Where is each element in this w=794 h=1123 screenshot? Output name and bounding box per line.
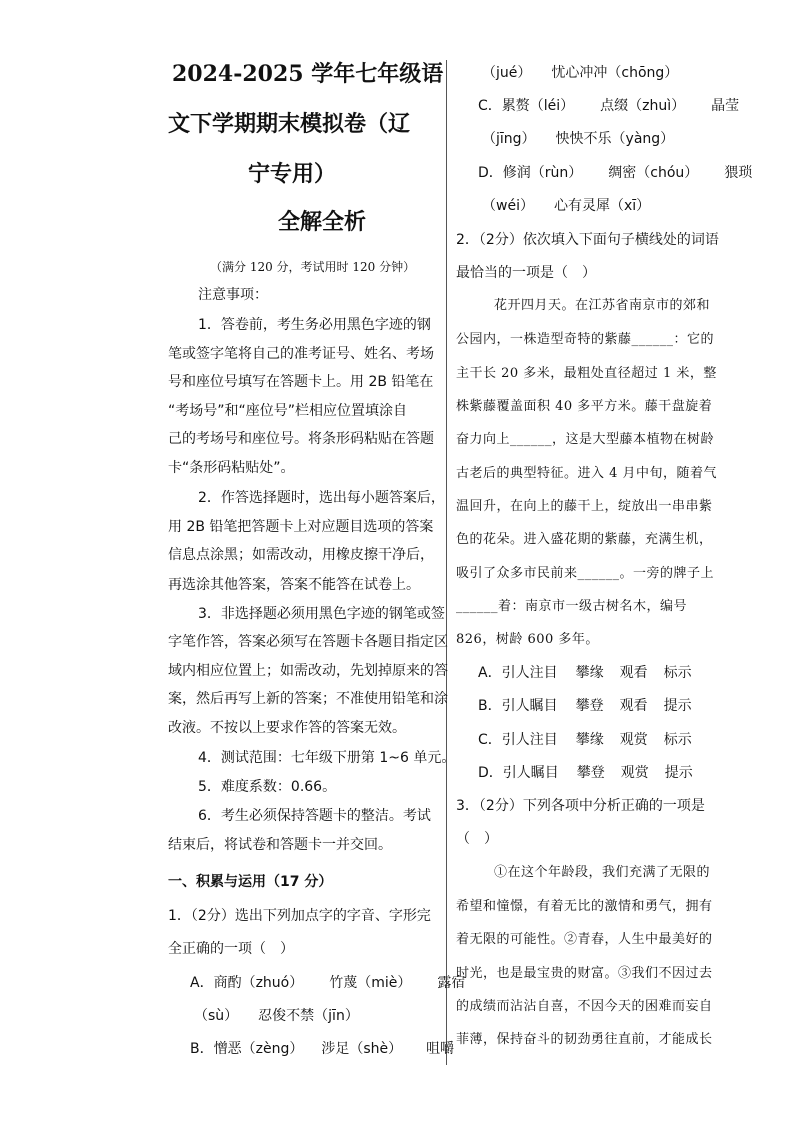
q1-option-c-cont bbox=[482, 130, 674, 148]
q1-stem: 1．（2分）选出下列加点字的字音、字形完 bbox=[168, 908, 431, 924]
notes-line: 笔或签字笔将自己的准考证号、姓名、考场 bbox=[168, 346, 434, 362]
notes-line: 改液。不按以上要求作答的答案无效。 bbox=[168, 720, 406, 736]
notes-line: 结束后，将试卷和答题卡一并交回。 bbox=[168, 837, 392, 853]
notes-line: 案，然后再写上新的答案；不准使用铅笔和涂 bbox=[168, 691, 448, 707]
option-text: 攀缘 bbox=[575, 732, 604, 748]
q1-option-d-cont bbox=[482, 197, 650, 215]
option-text: 竹蔑（miè） bbox=[329, 975, 412, 991]
notes-line: 卡“条形码粘贴处”。 bbox=[168, 460, 295, 476]
notes-line: 3．非选择题必须用黑色字迹的钢笔或签 bbox=[198, 606, 445, 622]
option-text: 心有灵犀（xī） bbox=[553, 198, 651, 214]
q2-stem: 2．（2分）依次填入下面句子横线处的词语 bbox=[456, 232, 719, 248]
option-text: 猥琐 bbox=[724, 165, 753, 181]
q2-passage-line: 古老后的典型特征。进入 4 月中旬，随着气 bbox=[456, 466, 718, 481]
option-text: 攀缘 bbox=[575, 665, 604, 681]
option-text: D．引人瞩目 bbox=[478, 765, 559, 781]
notes-line: 信息点涂黑；如需改动，用橡皮擦干净后， bbox=[168, 547, 434, 563]
notes-line: 字笔作答，答案必须写在答题卡各题目指定区 bbox=[168, 634, 448, 650]
option-text: 观看 bbox=[619, 698, 648, 714]
q1-option-b bbox=[190, 1040, 454, 1058]
option-text: C．累赘（léi） bbox=[478, 98, 575, 114]
notes-line: “考场号”和“座位号”栏相应位置填涂自 bbox=[168, 403, 408, 419]
notes-line: 域内相应位置上；如需改动，先划掉原来的答 bbox=[168, 663, 448, 679]
q2-passage-line: 色的花朵。进入盛花期的紫藤，充满生机， bbox=[456, 532, 713, 547]
q2-passage-line: 公园内，一株造型奇特的紫藤______：它的 bbox=[456, 332, 715, 347]
q3-passage-line: 希望和憧憬，有着无比的激情和勇气，拥有 bbox=[456, 899, 713, 914]
section-heading: 一、积累与运用（17 分） bbox=[168, 874, 333, 890]
notes-line: 再选涂其他答案，答案不能答在试卷上。 bbox=[168, 577, 420, 593]
q3-stem: 3．（2分）下列各项中分析正确的一项是 bbox=[456, 798, 705, 814]
doc-title-line2: 文下学期期末模拟卷（辽 bbox=[168, 111, 411, 137]
q3-passage-line: ①在这个年龄段，我们充满了无限的 bbox=[494, 865, 711, 880]
option-text: 点缀（zhuì） bbox=[600, 98, 686, 114]
doc-title-line3: 宁专用） bbox=[248, 161, 337, 187]
notes-line: 4．测试范围：七年级下册第 1~6 单元。 bbox=[198, 750, 456, 766]
q3-passage-line: 着无限的可能性。②青春，人生中最美好的 bbox=[456, 932, 713, 947]
q2-option-a bbox=[478, 664, 692, 682]
q1-option-a-cont bbox=[194, 1007, 359, 1025]
notes-line: 1．答卷前，考生务必用黑色字迹的钢 bbox=[198, 317, 431, 333]
option-text: 观赏 bbox=[620, 765, 649, 781]
q2-option-c bbox=[478, 731, 692, 749]
notes-line: 6．考生必须保持答题卡的整洁。考试 bbox=[198, 808, 431, 824]
doc-subtitle: 全解全析 bbox=[278, 209, 367, 235]
q3-passage-line: 菲薄，保持奋斗的韧劲勇往直前，才能成长 bbox=[456, 1032, 713, 1047]
option-text: （jīng） bbox=[482, 131, 536, 147]
notes-line: 5．难度系数：0.66。 bbox=[198, 779, 337, 795]
q2-passage-line: 主干长 20 多米，最粗处直径超过 1 米，整 bbox=[456, 366, 717, 381]
q2-passage-line: 株紫藤覆盖面积 40 多平方米。藤干盘旋着 bbox=[456, 399, 713, 414]
notes-line: 己的考场号和座位号。将条形码粘贴在答题 bbox=[168, 431, 434, 447]
option-text: 晶莹 bbox=[711, 98, 740, 114]
option-text: （sù） bbox=[194, 1008, 239, 1024]
option-text: 忧心冲冲（chōng） bbox=[551, 65, 679, 81]
option-text: B．憎恶（zèng） bbox=[190, 1041, 304, 1057]
option-text: 怏怏不乐（yàng） bbox=[555, 131, 675, 147]
doc-title-line1: 2024-2025 学年七年级语 bbox=[172, 61, 444, 87]
option-text: 攀登 bbox=[576, 765, 605, 781]
option-text: 绸密（chóu） bbox=[608, 165, 699, 181]
option-text: D．修润（rùn） bbox=[478, 165, 583, 181]
option-text: 攀登 bbox=[575, 698, 604, 714]
q2-option-d bbox=[478, 764, 693, 782]
option-text: 标示 bbox=[663, 665, 692, 681]
notes-line: 2．作答选择题时，选出每小题答案后， bbox=[198, 490, 445, 506]
q2-option-b bbox=[478, 697, 692, 715]
option-text: （wéi） bbox=[482, 198, 534, 214]
q2-passage-line: 奋力向上______，这是大型藤本植物在树龄 bbox=[456, 432, 715, 447]
option-text: A．引人注目 bbox=[478, 665, 558, 681]
option-text: 咀嚼 bbox=[426, 1041, 455, 1057]
option-text: 观赏 bbox=[619, 732, 648, 748]
option-text: A．商酌（zhuó） bbox=[190, 975, 304, 991]
q2-passage-line: 花开四月天。在江苏省南京市的郊和 bbox=[494, 298, 711, 313]
option-text: 忍俊不禁（jīn） bbox=[258, 1008, 359, 1024]
option-text: 露宿 bbox=[437, 975, 466, 991]
q1-stem: 全正确的一项（ ） bbox=[168, 941, 294, 957]
q2-passage-line: 温回升，在向上的藤干上，绽放出一串串紫 bbox=[456, 499, 713, 514]
q3-passage-line: 时光，也是最宝贵的财富。③我们不因过去 bbox=[456, 966, 713, 981]
option-text: B．引人瞩目 bbox=[478, 698, 558, 714]
q1-option-a bbox=[190, 974, 465, 992]
option-text: 涉足（shè） bbox=[321, 1041, 403, 1057]
q2-stem: 最恰当的一项是（ ） bbox=[456, 265, 596, 281]
option-text: 提示 bbox=[664, 765, 693, 781]
q2-passage-line: 826，树龄 600 多年。 bbox=[456, 632, 599, 647]
q1-option-c bbox=[478, 97, 739, 115]
q1-option-b-cont bbox=[482, 64, 678, 82]
option-text: 提示 bbox=[663, 698, 692, 714]
option-text: C．引人注目 bbox=[478, 732, 558, 748]
q1-option-d bbox=[478, 164, 752, 182]
notes-line: 号和座位号填写在答题卡上。用 2B 铅笔在 bbox=[168, 374, 434, 390]
option-text: （jué） bbox=[482, 65, 532, 81]
exam-meta: （满分 120 分，考试用时 120 分钟） bbox=[210, 260, 416, 274]
notes-heading: 注意事项： bbox=[198, 287, 268, 303]
q3-stem: （ ） bbox=[456, 831, 498, 847]
q3-passage-line: 的成绩而沾沾自喜，不因今天的困难而妄自 bbox=[456, 999, 713, 1014]
q2-passage-line: 吸引了众多市民前来______。一旁的牌子上 bbox=[456, 566, 715, 581]
notes-line: 用 2B 铅笔把答题卡上对应题目选项的答案 bbox=[168, 519, 434, 535]
column-divider bbox=[446, 60, 447, 1065]
option-text: 标示 bbox=[663, 732, 692, 748]
option-text: 观看 bbox=[619, 665, 648, 681]
q2-passage-line: ______着：南京市一级古树名木，编号 bbox=[456, 599, 688, 614]
